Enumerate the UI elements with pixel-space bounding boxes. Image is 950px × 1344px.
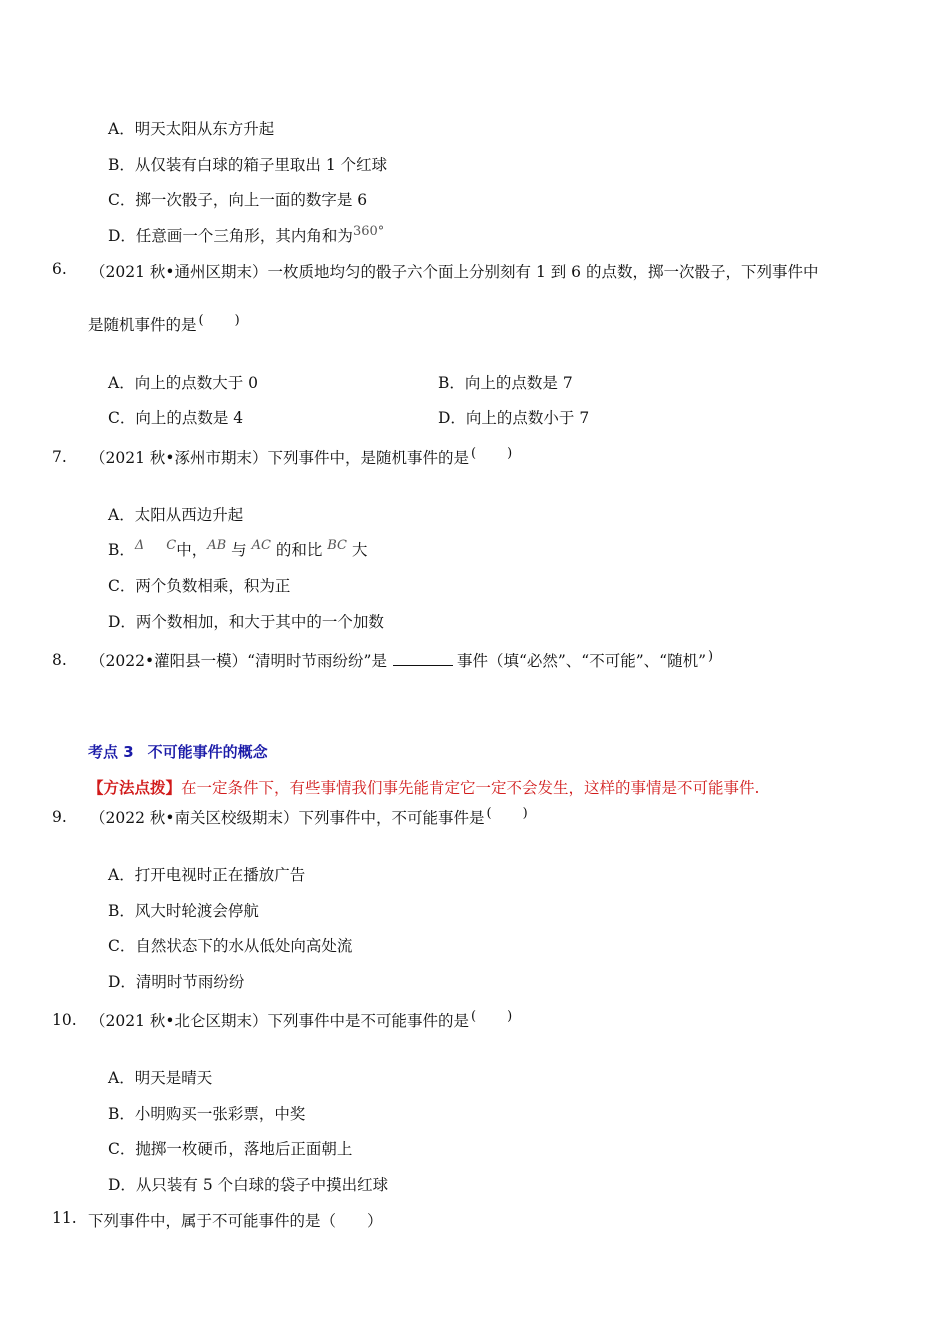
q11-number: 11. bbox=[52, 1209, 77, 1227]
q8-number: 8. bbox=[52, 651, 67, 669]
q7-option-c: C．两个负数相乘，积为正 bbox=[108, 577, 291, 595]
section-3-subtitle: 不可能事件的概念 bbox=[147, 743, 268, 761]
q5-option-b: B．从仅装有白球的箱子里取出 1 个红球 bbox=[108, 156, 388, 174]
q8-stem bbox=[90, 649, 714, 671]
q6-stem-line2 bbox=[88, 313, 241, 335]
q10-option-b: B．小明购买一张彩票，中奖 bbox=[108, 1105, 306, 1123]
method-tip bbox=[88, 776, 759, 798]
q9-option-c: C．自然状态下的水从低处向高处流 bbox=[108, 937, 353, 955]
q7-stem-text: （2021 秋•涿州市期末）下列事件中，是随机事件的是 bbox=[90, 449, 470, 468]
q5-option-d-label: D．任意画一个三角形，其内角和为 bbox=[108, 227, 353, 246]
section-3-title: 考点 3 bbox=[88, 743, 134, 761]
triangle-vertex-c: C bbox=[166, 538, 177, 553]
method-tip-label: 【方法点拨】 bbox=[88, 778, 182, 797]
q5-option-d bbox=[108, 224, 384, 246]
q8-fill-blank bbox=[393, 653, 453, 666]
q8-close-paren: ) bbox=[708, 649, 715, 664]
segment-ac: AC bbox=[251, 538, 271, 553]
q6-option-d: D．向上的点数小于 7 bbox=[438, 409, 590, 427]
q7-option-d: D．两个数相加，和大于其中的一个加数 bbox=[108, 613, 384, 631]
q9-stem-text: （2022 秋•南关区校级期末）下列事件中，不可能事件是 bbox=[90, 809, 485, 828]
q10-number: 10. bbox=[52, 1011, 77, 1029]
q6-stem-line2-text: 是随机事件的是 bbox=[88, 316, 197, 335]
q6-answer-paren: ( ) bbox=[198, 313, 241, 328]
q6-option-b: B．向上的点数是 7 bbox=[438, 374, 573, 392]
q7-option-b: B．$^\Delta$ $^C$中，$^{AB}$ 与 $^{AC}$ 的和比 $^{BC}$ 大 bbox=[108, 538, 368, 560]
q5-option-c: C．掷一次骰子，向上一面的数字是 6 bbox=[108, 191, 368, 209]
q10-option-d: D．从只装有 5 个白球的袋子中摸出红球 bbox=[108, 1176, 389, 1194]
q7-stem bbox=[90, 446, 513, 468]
q10-stem-text: （2021 秋•北仑区期末）下列事件中是不可能事件的是 bbox=[90, 1012, 470, 1031]
triangle-symbol: Δ bbox=[134, 538, 145, 553]
q9-option-a: A．打开电视时正在播放广告 bbox=[108, 866, 306, 884]
q9-answer-paren: ( ) bbox=[486, 806, 529, 821]
segment-bc: BC bbox=[327, 538, 348, 553]
q6-stem-line1: （2021 秋•通州区期末）一枚质地均匀的骰子六个面上分别刻有 1 到 6 的点数，掷一次骰子，下列事件中 bbox=[90, 263, 819, 281]
q9-stem bbox=[90, 806, 529, 828]
q9-option-b: B．风大时轮渡会停航 bbox=[108, 902, 259, 920]
q8-stem-after: 事件（填“必然”、“不可能”、“随机” bbox=[456, 652, 706, 671]
q6-option-c: C．向上的点数是 4 bbox=[108, 409, 244, 427]
q6-option-a: A．向上的点数大于 0 bbox=[108, 374, 258, 392]
q9-number: 9. bbox=[52, 808, 67, 826]
q5-option-a: A．明天太阳从东方升起 bbox=[108, 120, 275, 138]
q10-stem bbox=[90, 1009, 513, 1031]
section-3-heading bbox=[88, 741, 268, 762]
q5-option-d-math: 360° bbox=[352, 224, 385, 239]
q7-option-a: A．太阳从西边升起 bbox=[108, 506, 244, 524]
q9-option-d: D．清明时节雨纷纷 bbox=[108, 973, 245, 991]
q10-option-c: C．抛掷一枚硬币，落地后正面朝上 bbox=[108, 1140, 353, 1158]
q6-number: 6. bbox=[52, 260, 67, 278]
segment-ab: AB bbox=[207, 538, 227, 553]
q8-stem-before: （2022•灌阳县一模）“清明时节雨纷纷”是 bbox=[90, 652, 387, 671]
q10-answer-paren: ( ) bbox=[471, 1009, 514, 1024]
q7-answer-paren: ( ) bbox=[471, 446, 514, 461]
q7-number: 7. bbox=[52, 448, 67, 466]
q10-option-a: A．明天是晴天 bbox=[108, 1069, 213, 1087]
method-tip-text: 在一定条件下，有些事情我们事先能肯定它一定不会发生，这样的事情是不可能事件. bbox=[181, 779, 760, 797]
q11-stem: 下列事件中，属于不可能事件的是（ ） bbox=[88, 1212, 383, 1230]
